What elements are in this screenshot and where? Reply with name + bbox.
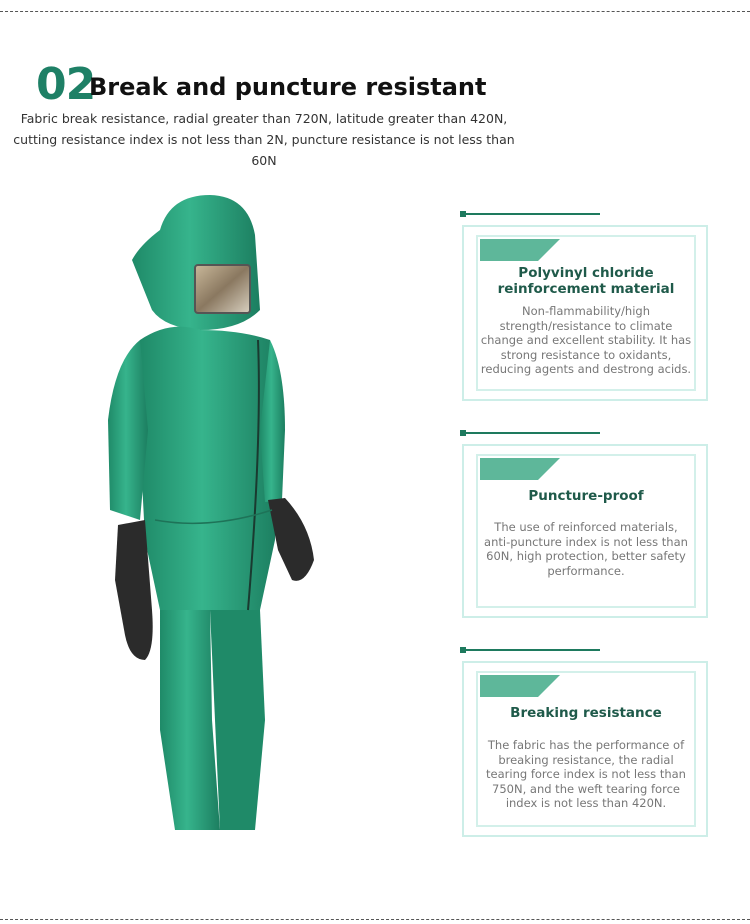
top-dashed-divider: [0, 11, 750, 12]
card-decoration: [460, 647, 600, 653]
section-number: 02: [36, 59, 96, 110]
feature-card-breaking-resistance: [460, 647, 712, 839]
feature-description: The use of reinforced materials, anti-puncture index is not less than 60N, high protection, better safety performance.: [484, 520, 688, 578]
feature-title: Puncture-proof: [528, 488, 644, 504]
feature-card-puncture-proof: [460, 430, 712, 620]
card-tag-shape: [480, 458, 560, 480]
section-title: Break and puncture resistant: [89, 73, 487, 101]
description-line: cutting resistance index is not less than 2N, puncture resistance is not less than 60N: [13, 132, 515, 168]
description-line: Fabric break resistance, radial greater than 720N, latitude greater than 420N,: [20, 111, 508, 126]
card-decoration: [460, 211, 600, 217]
feature-description: The fabric has the performance of breaking resistance, the radial tearing force index is not less than 750N, and the weft tearing force index is not less than 420N.: [486, 738, 686, 810]
feature-title: Polyvinyl chloride reinforcement material: [497, 265, 675, 297]
card-decoration: [460, 430, 600, 436]
bottom-dashed-divider: [0, 919, 750, 920]
feature-description: Non-flammability/high strength/resistance to climate change and excellent stability. It has strong resistance to oxidants, reducing agents and destrong acids.: [480, 304, 692, 376]
section-description: [0, 108, 528, 171]
section-heading: [36, 60, 736, 110]
card-tag-shape: [480, 675, 560, 697]
feature-card-pvc: [460, 211, 712, 403]
feature-title: Breaking resistance: [510, 705, 662, 721]
protective-suit-image: [100, 190, 330, 840]
card-tag-shape: [480, 239, 560, 261]
